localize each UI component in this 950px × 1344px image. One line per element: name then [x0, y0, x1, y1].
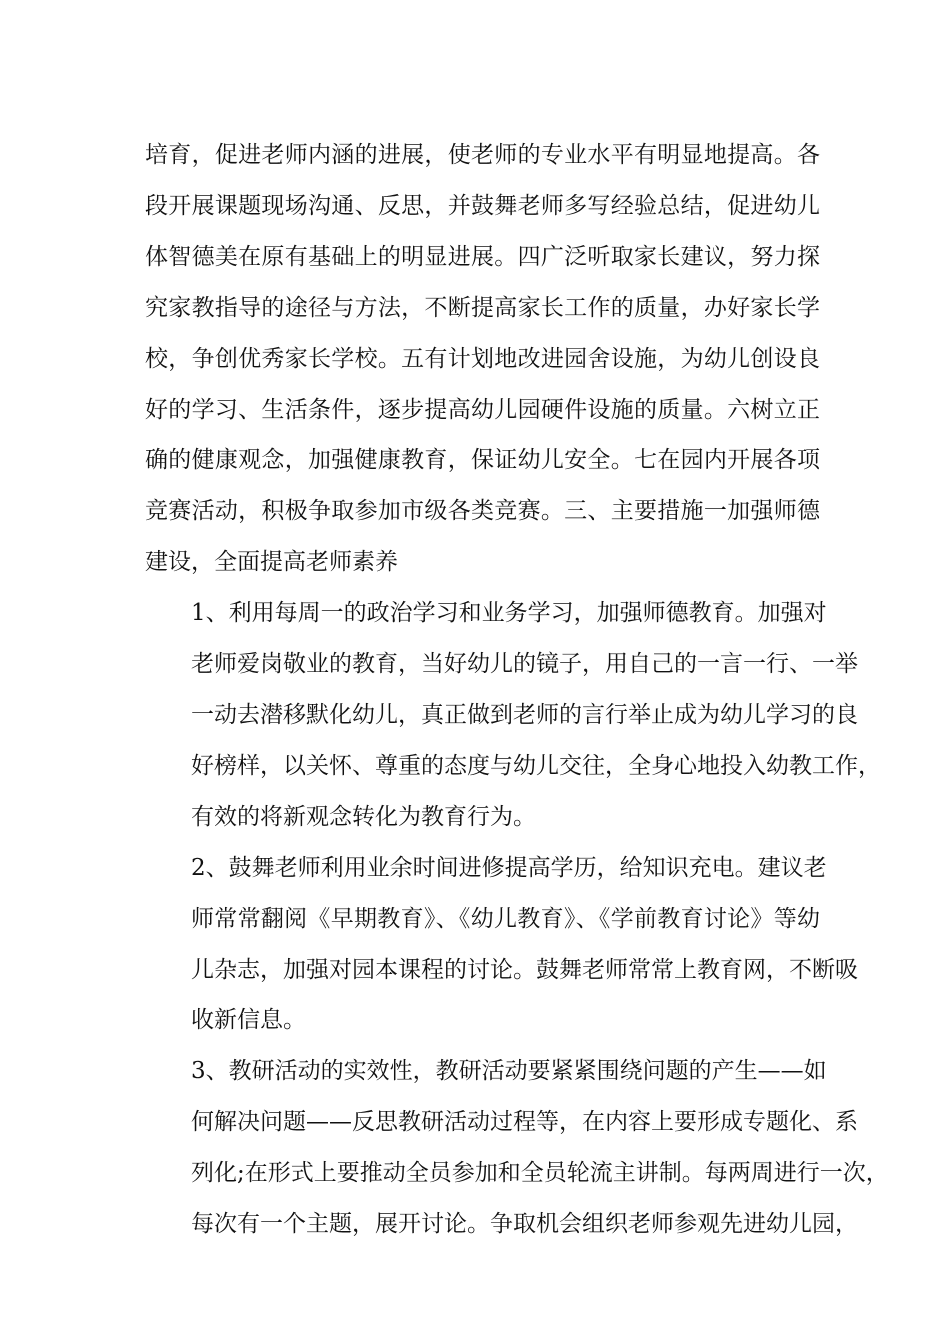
paragraph: [145, 130, 820, 588]
text-line: 好榜样，以关怀、尊重的态度与幼儿交往，全身心地投入幼教工作，: [191, 752, 881, 779]
text-line: 何解决问题——反思教研活动过程等，在内容上要形成专题化、系: [191, 1109, 858, 1136]
document-body: [145, 130, 889, 1250]
text-line: 老师爱岗敬业的教育，当好幼儿的镜子，用自己的一言一行、一举: [191, 651, 858, 678]
text-line: 有效的将新观念转化为教育行为。: [191, 803, 536, 830]
text-line: 1、利用每周一的政治学习和业务学习，加强师德教育。加强对: [191, 600, 827, 627]
text-line: 确的健康观念，加强健康教育，保证幼儿安全。七在园内开展各项: [145, 447, 820, 474]
paragraph: [145, 843, 858, 1047]
paragraph: [145, 588, 881, 843]
text-line: 2、鼓舞老师利用业余时间进修提高学历，给知识充电。建议老: [191, 854, 827, 881]
text-line: 师常常翻阅《早期教育》、《幼儿教育》、《学前教育讨论》等幼: [191, 905, 820, 932]
text-line: 列化;在形式上要推动全员参加和全员轮流主讲制。每两周进行一次，: [191, 1160, 889, 1187]
text-line: 3、教研活动的实效性，教研活动要紧紧围绕问题的产生——如: [191, 1058, 827, 1085]
text-line: 收新信息。: [191, 1007, 306, 1034]
text-line: 每次有一个主题，展开讨论。争取机会组织老师参观先进幼儿园，: [191, 1211, 858, 1238]
paragraph: [145, 1046, 889, 1250]
text-line: 竞赛活动，积极争取参加市级各类竞赛。三、主要措施一加强师德: [145, 498, 820, 525]
text-line: 体智德美在原有基础上的明显进展。四广泛听取家长建议，努力探: [145, 243, 820, 270]
text-line: 一动去潜移默化幼儿，真正做到老师的言行举止成为幼儿学习的良: [191, 701, 858, 728]
text-line: 究家教指导的途径与方法，不断提高家长工作的质量，办好家长学: [145, 294, 820, 321]
text-line: 儿杂志，加强对园本课程的讨论。鼓舞老师常常上教育网，不断吸: [191, 956, 858, 983]
text-line: 校，争创优秀家长学校。五有计划地改进园舍设施，为幼儿创设良: [145, 345, 820, 372]
text-line: 培育，促进老师内涵的进展，使老师的专业水平有明显地提高。各: [145, 142, 820, 168]
text-line: 建设，全面提高老师素养: [145, 549, 398, 576]
text-line: 好的学习、生活条件，逐步提高幼儿园硬件设施的质量。六树立正: [145, 396, 820, 423]
text-line: 段开展课题现场沟通、反思，并鼓舞老师多写经验总结，促进幼儿: [145, 192, 820, 219]
